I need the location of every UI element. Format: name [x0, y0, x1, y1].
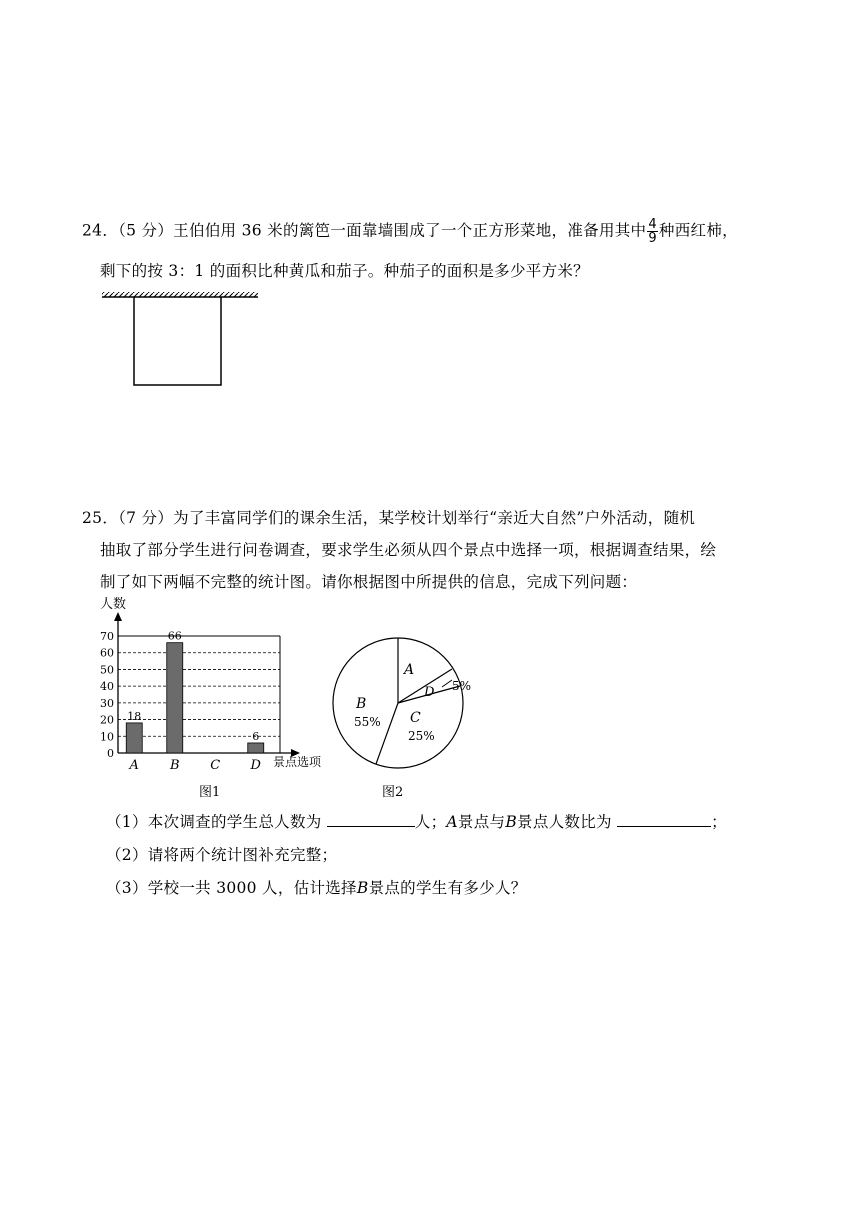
y-tick-label: 70: [100, 630, 114, 643]
bar-D: [248, 743, 264, 753]
answer-blank-ratio[interactable]: [617, 812, 711, 827]
bar-marks: [126, 630, 264, 753]
bar-caption: 图1: [199, 785, 221, 800]
q25-sub2: （2）请将两个统计图补充完整；: [106, 846, 338, 864]
x-tick-label: A: [129, 758, 139, 773]
pie-pct-d: 5%: [452, 679, 472, 693]
q25-line3: 制了如下两幅不完整的统计图。请你根据图中所提供的信息，完成下列问题：: [100, 573, 638, 591]
q25-line2: 抽取了部分学生进行问卷调查，要求学生必须从四个景点中选择一项，根据调查结果，绘: [100, 541, 717, 559]
x-tick-label: D: [250, 758, 261, 773]
y-tick-label: 30: [100, 696, 114, 710]
y-tick-label: 40: [100, 680, 114, 694]
y-tick-label: 0: [107, 747, 114, 760]
sub1-text-b: 人；: [414, 813, 447, 831]
q24-frac-den: 9: [648, 231, 657, 246]
bar-A: [126, 723, 142, 753]
square-garden: [134, 297, 221, 385]
bar-chart: [96, 596, 336, 802]
y-tick-label: 10: [100, 730, 114, 744]
sub1-text-f: 景点人数比为: [517, 813, 612, 831]
sub1-text-d: 景点与: [457, 813, 506, 831]
pie-pct-b: 55%: [354, 715, 381, 729]
sub3-text-b-label: B: [356, 879, 369, 897]
pie-label-a: A: [404, 662, 415, 678]
q25-sub3: [106, 876, 527, 898]
q25-line1: 25．（7 分）为了丰富同学们的课余生活，某学校计划举行“亲近大自然”户外活动，随机: [82, 509, 696, 527]
answer-blank-total[interactable]: [327, 812, 415, 827]
q24-fraction: [647, 218, 658, 245]
x-tick-label: C: [210, 758, 221, 773]
bar-B: [167, 643, 183, 753]
sub1-text-a: （1）本次调查的学生总人数为: [106, 813, 322, 831]
pie-caption: 图2: [382, 785, 404, 800]
sub1-text-g: ；: [711, 813, 727, 831]
pie-chart: [328, 630, 488, 806]
bar-data-label: 18: [127, 709, 142, 723]
sub1-text-b-label: B: [505, 813, 518, 831]
y-tick-label: 60: [100, 646, 114, 660]
q24-frac-num: 4: [648, 217, 657, 232]
sub3-text-a: （3）学校一共 3000 人，估计选择: [106, 879, 357, 897]
bar-xlabel: 景点选项: [273, 755, 322, 769]
bar-ylabel: 人数: [100, 597, 127, 612]
sub3-text-c: 景点的学生有多少人？: [368, 879, 527, 897]
x-tick-label: B: [169, 758, 180, 773]
bar-ticks: [100, 630, 114, 760]
bar-data-label: 6: [252, 729, 260, 743]
y-tick-label: 20: [100, 713, 114, 727]
q24-line1: [82, 218, 738, 245]
q24-line2: 剩下的按 3：1 的面积比种黄瓜和茄子。种茄子的面积是多少平方米？: [100, 262, 589, 280]
q25-sub1: [106, 810, 727, 832]
pie-label-c: C: [410, 710, 421, 726]
y-axis-arrow: [114, 612, 122, 621]
pie-label-b: B: [356, 696, 367, 712]
q24-figure: [98, 288, 264, 390]
y-tick-label: 50: [100, 663, 114, 677]
pie-pct-c: 25%: [408, 729, 435, 743]
pie-label-d: D: [424, 685, 435, 700]
bar-data-label: 66: [167, 629, 182, 643]
q24-text-b: 种西红柿，: [658, 221, 738, 240]
q24-text-a: 24．（5 分）王伯伯用 36 米的篱笆一面靠墙围成了一个正方形菜地，准备用其中: [82, 221, 647, 240]
bar-categories: [129, 758, 262, 773]
sub1-text-a-label: A: [446, 813, 458, 831]
